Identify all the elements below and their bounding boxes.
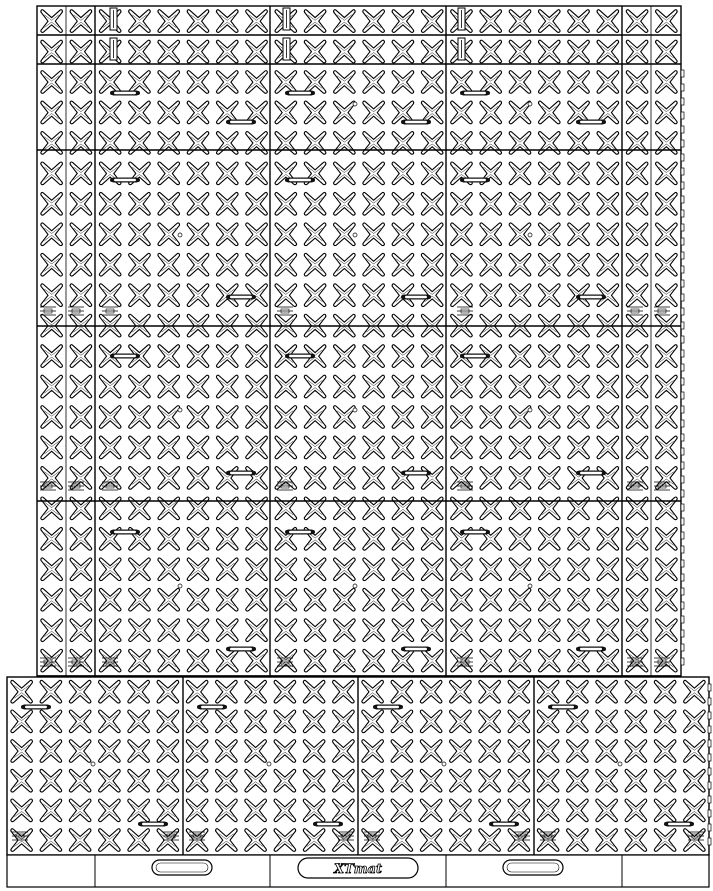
edge-tab <box>681 210 684 217</box>
edge-tab <box>681 112 684 119</box>
connector-bar-icon <box>285 354 315 359</box>
edge-tab <box>681 504 684 511</box>
pin-dot <box>178 408 182 412</box>
pin-dot <box>442 762 446 766</box>
connector-bar-icon <box>460 530 490 535</box>
pin-dot <box>178 584 182 588</box>
edge-tab <box>681 84 684 91</box>
edge-tab <box>681 560 684 567</box>
strap-mark <box>458 8 465 30</box>
connector-bar-icon <box>226 471 256 476</box>
pin-dot <box>91 762 95 766</box>
pin-dot <box>353 233 357 237</box>
xtmat-logo-icon <box>298 858 418 878</box>
strap-mark <box>283 8 290 30</box>
edge-tab <box>681 434 684 441</box>
edge-tab <box>681 98 684 105</box>
edge-tab <box>708 838 711 845</box>
edge-tab <box>708 726 711 733</box>
edge-tab <box>708 810 711 817</box>
edge-tab <box>681 462 684 469</box>
edge-tab <box>681 126 684 133</box>
edge-tab <box>681 574 684 581</box>
edge-tab <box>681 280 684 287</box>
strap-mark <box>283 38 290 60</box>
edge-tab <box>681 532 684 539</box>
connector-bar-icon <box>285 178 315 183</box>
strap-mark <box>458 38 465 60</box>
edge-tab <box>681 546 684 553</box>
edge-tab <box>681 448 684 455</box>
connector-bar-icon <box>576 120 606 125</box>
pin-dot <box>353 584 357 588</box>
connector-bar-icon <box>226 647 256 652</box>
connector-bar-icon <box>226 120 256 125</box>
edge-tab <box>708 698 711 705</box>
strap-mark <box>110 38 117 60</box>
connector-bar-icon <box>664 822 694 827</box>
connector-bar-icon <box>313 822 343 827</box>
connector-bar-icon <box>110 178 140 183</box>
pin-dot <box>353 102 357 106</box>
edge-tab <box>681 490 684 497</box>
edge-tab <box>681 420 684 427</box>
handle-slot-icon <box>503 860 563 875</box>
edge-tab <box>708 796 711 803</box>
edge-tab <box>708 782 711 789</box>
edge-tab <box>708 754 711 761</box>
edge-tab <box>681 406 684 413</box>
edge-tab <box>708 824 711 831</box>
pin-dot <box>267 762 271 766</box>
edge-tab <box>681 182 684 189</box>
connector-bar-icon <box>285 530 315 535</box>
connector-bar-icon <box>226 295 256 300</box>
connector-bar-icon <box>401 647 431 652</box>
edge-tab <box>681 350 684 357</box>
edge-tab <box>708 740 711 747</box>
connector-bar-icon <box>110 91 140 96</box>
connector-bar-icon <box>576 647 606 652</box>
strap-mark <box>110 8 117 30</box>
edge-tab <box>681 476 684 483</box>
connector-bar-icon <box>197 705 227 710</box>
connector-bar-icon <box>401 295 431 300</box>
edge-tab <box>681 364 684 371</box>
pin-dot <box>353 408 357 412</box>
upper-panel-grid <box>37 6 684 676</box>
edge-tab <box>708 768 711 775</box>
edge-tab <box>681 294 684 301</box>
connector-bar-icon <box>138 822 168 827</box>
edge-tab <box>681 224 684 231</box>
connector-bar-icon <box>401 471 431 476</box>
edge-tab <box>681 252 684 259</box>
lower-panel-grid <box>7 677 711 855</box>
edge-tab <box>681 616 684 623</box>
connector-bar-icon <box>576 471 606 476</box>
pin-dot <box>618 762 622 766</box>
edge-tab <box>681 70 684 77</box>
edge-tab <box>708 684 711 691</box>
edge-tab <box>681 602 684 609</box>
edge-tab <box>681 644 684 651</box>
connector-bar-icon <box>460 178 490 183</box>
edge-tab <box>708 712 711 719</box>
edge-tab <box>681 658 684 665</box>
connector-bar-icon <box>285 91 315 96</box>
connector-bar-icon <box>489 822 519 827</box>
bottom-rail <box>7 855 709 887</box>
edge-tab <box>681 196 684 203</box>
connector-bar-icon <box>460 354 490 359</box>
edge-tab <box>681 308 684 315</box>
edge-tab <box>681 336 684 343</box>
upper-frame <box>37 6 681 676</box>
edge-tab <box>681 266 684 273</box>
edge-tab <box>681 140 684 147</box>
pin-dot <box>178 233 182 237</box>
edge-tab <box>681 378 684 385</box>
connector-bar-icon <box>110 530 140 535</box>
connector-bar-icon <box>401 120 431 125</box>
pin-dot <box>528 408 532 412</box>
edge-tab <box>681 154 684 161</box>
edge-tab <box>681 630 684 637</box>
edge-tab <box>681 322 684 329</box>
connector-bar-icon <box>373 705 403 710</box>
connector-bar-icon <box>460 91 490 96</box>
connector-bar-icon <box>21 705 51 710</box>
edge-tab <box>681 168 684 175</box>
edge-tab <box>681 588 684 595</box>
connector-bar-icon <box>110 354 140 359</box>
pin-dot <box>528 102 532 106</box>
edge-tab <box>681 238 684 245</box>
pin-dot <box>528 584 532 588</box>
handle-slot-icon <box>152 860 212 875</box>
edge-tab <box>681 392 684 399</box>
connector-bar-icon <box>548 705 578 710</box>
pin-dot <box>528 233 532 237</box>
connector-bar-icon <box>576 295 606 300</box>
logo-text: XTmat <box>334 862 382 877</box>
edge-tab <box>681 518 684 525</box>
